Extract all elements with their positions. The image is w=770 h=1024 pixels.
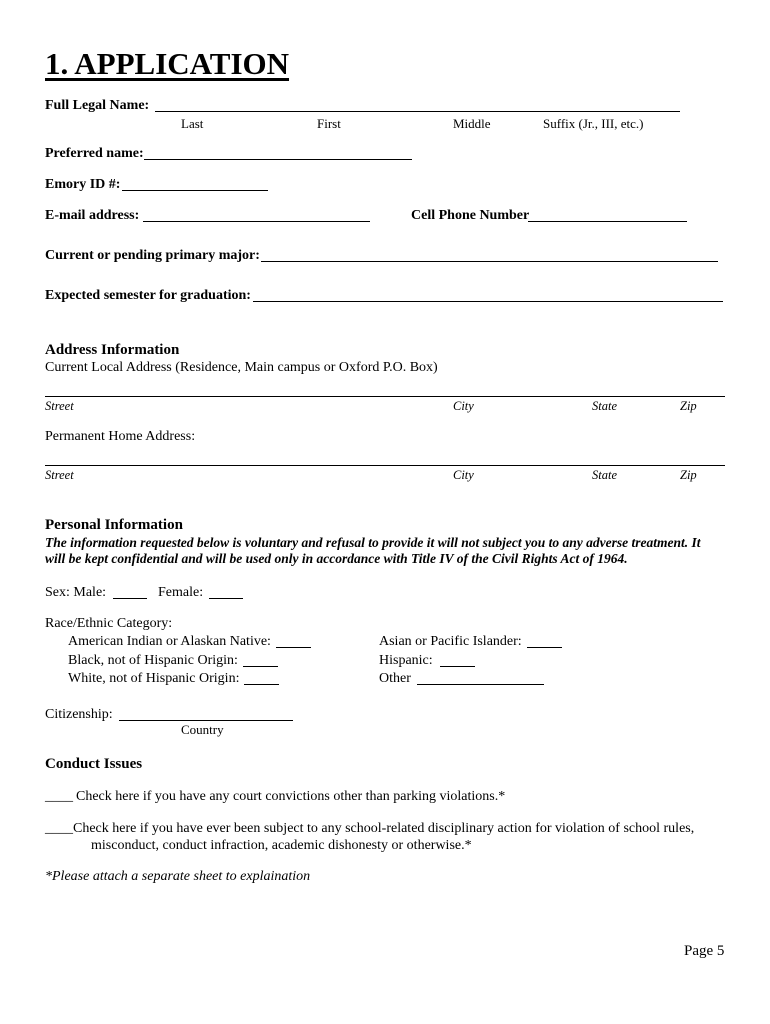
race-white-label: White, not of Hispanic Origin: <box>68 671 240 686</box>
local-city-caption: City <box>453 399 474 413</box>
emory-id-label: Emory ID #: <box>45 177 121 192</box>
permanent-zip-caption: Zip <box>680 468 697 482</box>
email-field[interactable] <box>143 221 370 222</box>
name-first-caption: First <box>317 116 341 131</box>
preferred-name-field[interactable] <box>144 159 412 160</box>
voluntary-notice-line2: will be kept confidential and will be used only in accordance with Title IV of the Civil Rights Act of 1964. <box>45 551 628 566</box>
disciplinary-label-line1: Check here if you have ever been subject to any school-related disciplinary action for violation of school rules, <box>73 821 695 836</box>
name-middle-caption: Middle <box>453 116 491 131</box>
disciplinary-label-line2: misconduct, conduct infraction, academic dishonesty or otherwise.* <box>91 838 472 853</box>
graduation-label: Expected semester for graduation: <box>45 288 251 303</box>
preferred-name-label: Preferred name: <box>45 146 144 161</box>
race-white-field[interactable] <box>244 684 279 685</box>
permanent-address-label: Permanent Home Address: <box>45 429 196 444</box>
voluntary-notice-line1: The information requested below is voluntary and refusal to provide it will not subject you to any adverse treatment. It <box>45 535 701 550</box>
permanent-address-field[interactable] <box>45 465 725 466</box>
permanent-city-caption: City <box>453 468 474 482</box>
local-street-caption: Street <box>45 399 74 413</box>
local-address-label: Current Local Address (Residence, Main campus or Oxford P.O. Box) <box>45 360 438 375</box>
race-american-indian-field[interactable] <box>276 647 311 648</box>
race-american-indian-label: American Indian or Alaskan Native: <box>68 634 271 649</box>
country-caption: Country <box>181 722 224 737</box>
full-name-field[interactable] <box>155 111 680 112</box>
disciplinary-checkbox[interactable]: ____ <box>45 821 73 836</box>
citizenship-field[interactable] <box>119 720 293 721</box>
page-title: 1. APPLICATION <box>45 46 290 81</box>
address-heading: Address Information <box>45 342 180 358</box>
race-other-field[interactable] <box>417 684 544 685</box>
citizenship-label: Citizenship: <box>45 707 113 722</box>
permanent-street-caption: Street <box>45 468 74 482</box>
race-black-label: Black, not of Hispanic Origin: <box>68 653 238 668</box>
sex-male-label: Sex: Male: <box>45 585 107 600</box>
permanent-state-caption: State <box>592 468 617 482</box>
email-label: E-mail address: <box>45 208 140 223</box>
race-asian-field[interactable] <box>527 647 562 648</box>
local-address-field[interactable] <box>45 396 725 397</box>
court-convictions-label: Check here if you have any court convictions other than parking violations.* <box>76 789 506 804</box>
full-name-label: Full Legal Name: <box>45 98 150 113</box>
name-last-caption: Last <box>181 116 204 131</box>
race-hispanic-field[interactable] <box>440 666 475 667</box>
sex-female-field[interactable] <box>209 598 243 599</box>
personal-heading: Personal Information <box>45 517 183 533</box>
sex-female-label: Female: <box>158 585 204 600</box>
name-suffix-caption: Suffix (Jr., III, etc.) <box>543 116 644 131</box>
cell-phone-label: Cell Phone Number <box>411 208 530 223</box>
cell-phone-field[interactable] <box>528 221 687 222</box>
race-other-label: Other <box>379 671 411 686</box>
race-asian-label: Asian or Pacific Islander: <box>379 634 522 649</box>
local-zip-caption: Zip <box>680 399 697 413</box>
page-number: Page 5 <box>684 943 725 959</box>
graduation-field[interactable] <box>253 301 723 302</box>
race-category-label: Race/Ethnic Category: <box>45 616 173 631</box>
emory-id-field[interactable] <box>122 190 268 191</box>
race-hispanic-label: Hispanic: <box>379 653 433 668</box>
major-field[interactable] <box>261 261 718 262</box>
race-black-field[interactable] <box>243 666 278 667</box>
local-state-caption: State <box>592 399 617 413</box>
attachment-footnote: *Please attach a separate sheet to explaination <box>45 869 311 884</box>
major-label: Current or pending primary major: <box>45 248 260 263</box>
sex-male-field[interactable] <box>113 598 147 599</box>
conduct-heading: Conduct Issues <box>45 756 143 772</box>
court-convictions-checkbox[interactable]: ____ <box>45 789 73 804</box>
